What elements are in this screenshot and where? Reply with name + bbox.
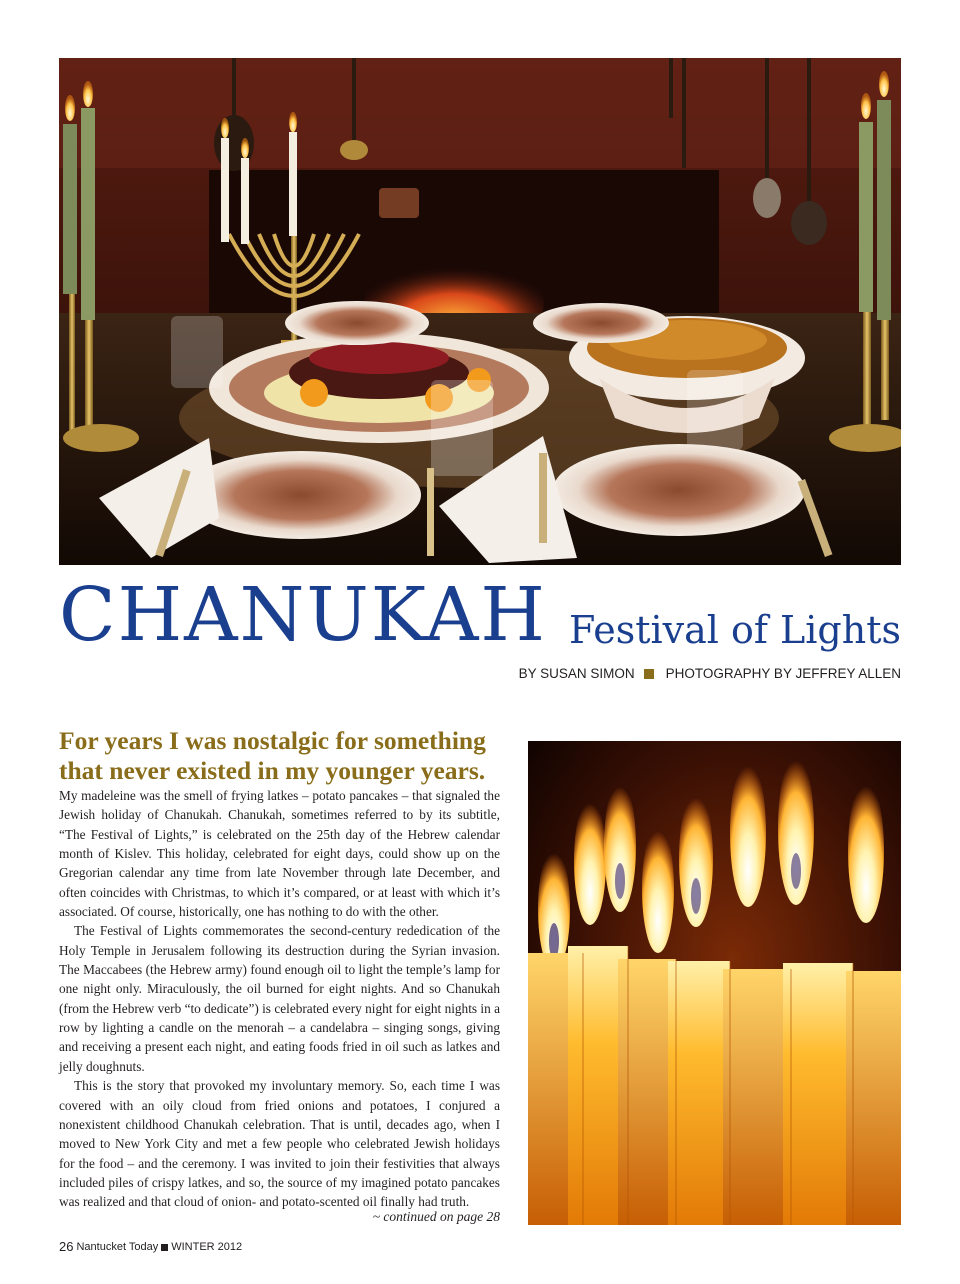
headline-title: CHANUKAH — [59, 572, 547, 658]
byline-photographer: PHOTOGRAPHY BY JEFFREY ALLEN — [665, 666, 901, 681]
page-footer — [59, 1238, 242, 1256]
page-number: 26 — [59, 1239, 74, 1254]
publication-name: Nantucket Today — [76, 1241, 159, 1253]
continued-on-page-link[interactable]: ~ continued on page 28 — [372, 1209, 500, 1224]
footer-separator-square — [161, 1244, 168, 1251]
article-paragraph-3: This is the story that provoked my involuntary memory. So, each time I was covered with an oily cloud from fried onions and potatoes, I conjured a nonexistent childhood Chanukah celebration. That is until, decades ago, when I moved to New York City and met a few people who celebrated Jewish holidays for the food – and the ceremony. I was invited to join their festivities that always included piles of crispy latkes, and so, the source of my imagined potato pancakes was realized and that cloud of onion- and potato-scented oil finally had truth. — [59, 1078, 500, 1210]
hero-photo-illustration — [59, 58, 901, 565]
byline — [519, 664, 901, 684]
headline-subtitle: Festival of Lights — [568, 608, 901, 652]
hero-photo-chanukah-table — [59, 58, 901, 565]
article-body — [59, 786, 500, 1212]
candles-photo — [528, 741, 901, 1225]
article-paragraph-1: My madeleine was the smell of frying latkes – potato pancakes – that signaled the Jewish holiday of Chanukah. Chanukah, sometimes referred to by its subtitle, “The Festival of Lights,” is celebrated on the 25th day of the Hebrew calendar month of Kislev. This holiday, celebrated for eight days, could show up on the Gregorian calendar any time from late November through late December, and often coincides with Christmas, to which it’s compared, or at least with which it’s associated. Of course, historically, one has nothing to do with the other. — [59, 788, 500, 920]
byline-separator-square — [644, 669, 654, 679]
article-deck: For years I was nostalgic for something that never existed in my younger years. — [59, 726, 486, 785]
candles-photo-illustration — [528, 741, 901, 1225]
byline-author: BY SUSAN SIMON — [518, 666, 635, 681]
article-paragraph-2: The Festival of Lights commemorates the second-century rededication of the Holy Temple in Jerusalem following its destruction during the Syrian invasion. The Maccabees (the Hebrew army) found enough oil to light the temple’s lamp for one night only. Miraculously, the oil burned for eight nights. And so Chanukah (from the Hebrew verb “to dedicate”) is celebrated every night for eight nights in a row by lighting a candle on the menorah – a candelabra – singing songs, giving and receiving a present each night, and eating foods fried in oil such as latkes and jelly doughnuts. — [59, 923, 500, 1074]
issue-label: WINTER 2012 — [171, 1241, 243, 1253]
